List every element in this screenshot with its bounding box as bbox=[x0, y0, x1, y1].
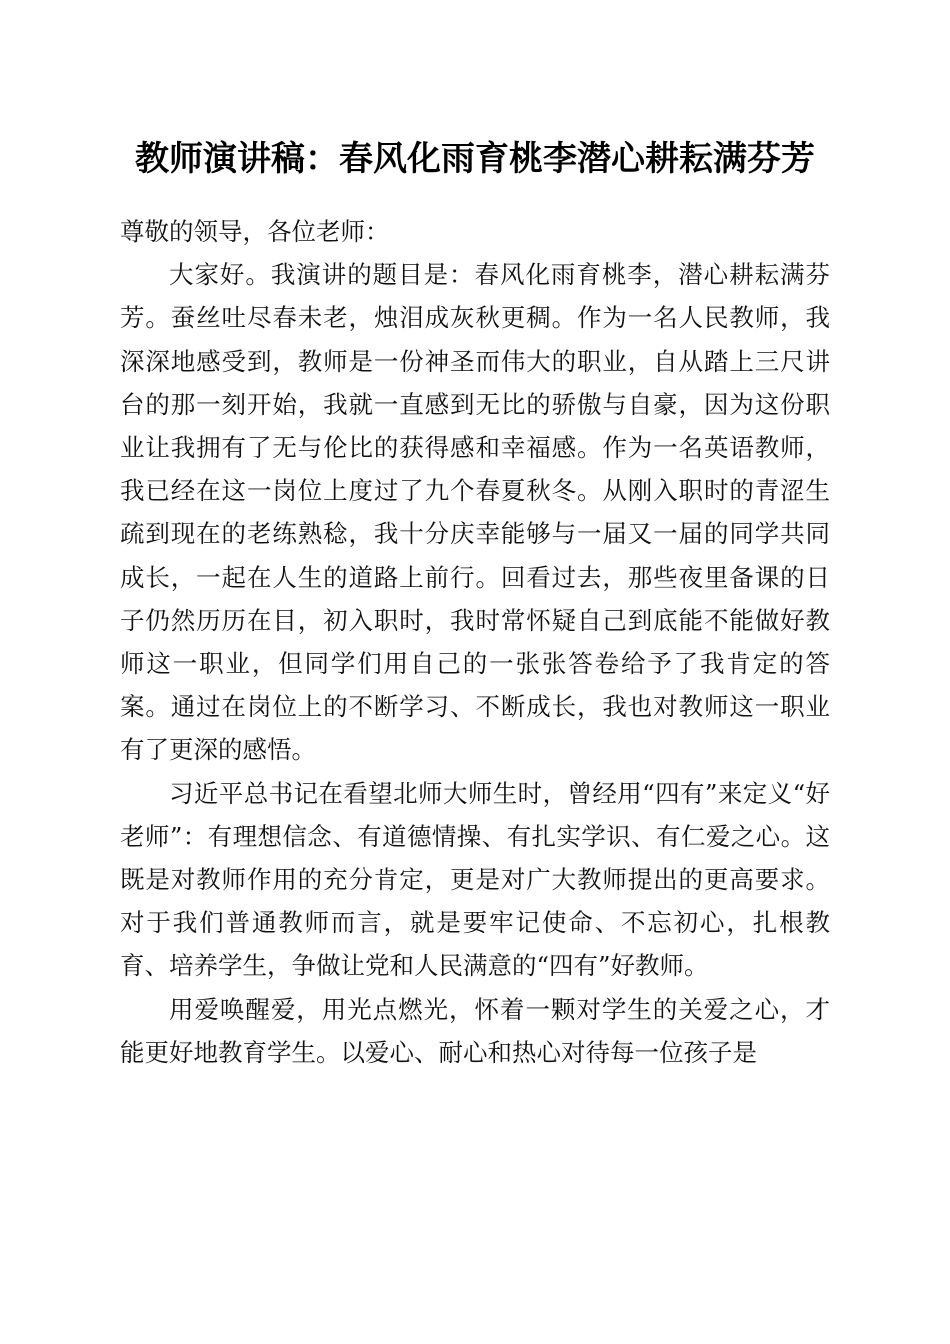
document-body bbox=[120, 210, 830, 1074]
paragraph-1: 大家好。我演讲的题目是：春风化雨育桃李，潜心耕耘满芬芳。蚕丝吐尽春未老，烛泪成灰秋更稠。作为一名人民教师，我深深地感受到，教师是一份神圣而伟大的职业，自从踏上三尺讲台的那一刻开始，我就一直感到无比的骄傲与自豪，因为这份职业让我拥有了无与伦比的获得感和幸福感。作为一名英语教师，我已经在这一岗位上度过了九个春夏秋冬。从刚入职时的青涩生疏到现在的老练熟稔，我十分庆幸能够与一届又一届的同学共同成长，一起在人生的道路上前行。回看过去，那些夜里备课的日子仍然历历在目，初入职时，我时常怀疑自己到底能不能做好教师这一职业，但同学们用自己的一张张答卷给予了我肯定的答案。通过在岗位上的不断学习、不断成长，我也对教师这一职业有了更深的感悟。 bbox=[120, 260, 830, 765]
greeting-line: 尊敬的领导，各位老师： bbox=[120, 217, 390, 246]
document-title: 教师演讲稿：春风化雨育桃李潜心耕耘满芬芳 bbox=[135, 139, 815, 179]
paragraph-2: 习近平总书记在看望北师大师生时，曾经用“四有”来定义“好老师”：有理想信念、有道德情操、有扎实学识、有仁爱之心。这既是对教师作用的充分肯定，更是对广大教师提出的更高要求。对于我们普通教师而言，就是要牢记使命、不忘初心，扎根教育、培养学生，争做让党和人民满意的“四有”好教师。 bbox=[120, 778, 830, 981]
paragraph-3: 用爱唤醒爱，用光点燃光，怀着一颗对学生的关爱之心，才能更好地教育学生。以爱心、耐心和热心对待每一位孩子是 bbox=[120, 994, 830, 1067]
